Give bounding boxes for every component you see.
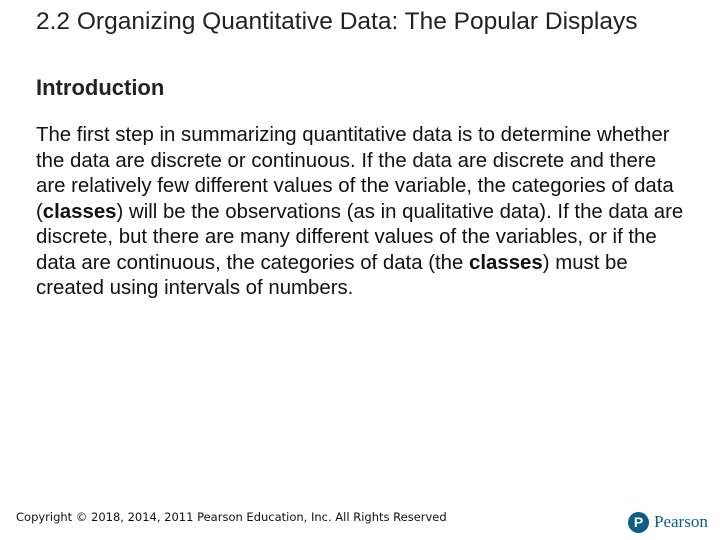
- slide-title: 2.2 Organizing Quantitative Data: The Popular Displays: [36, 8, 638, 35]
- body-text-part-1: The first step in summarizing quantitative data is to determine whether the data are discrete or continuous. If the data are discrete and there are relatively few different values of the variable, the categories of data (: [36, 124, 674, 223]
- copyright-footer: Copyright © 2018, 2014, 2011 Pearson Education, Inc. All Rights Reserved: [16, 510, 447, 524]
- slide-subtitle: Introduction: [36, 75, 165, 100]
- body-text-part-3: ) must be created using intervals of numbers.: [36, 251, 628, 299]
- pearson-logo-icon: P: [628, 512, 649, 533]
- body-text-part-2: ) will be the observations (as in qualitative data). If the data are discrete, but there are many different values of the variables, or if the data are continuous, the categories of data (the: [36, 200, 684, 274]
- pearson-logo: [628, 509, 708, 535]
- body-paragraph: [36, 123, 686, 302]
- body-bold-classes-1: classes: [42, 200, 117, 223]
- body-bold-classes-2: classes: [469, 251, 543, 274]
- pearson-logo-word: Pearson: [654, 512, 708, 531]
